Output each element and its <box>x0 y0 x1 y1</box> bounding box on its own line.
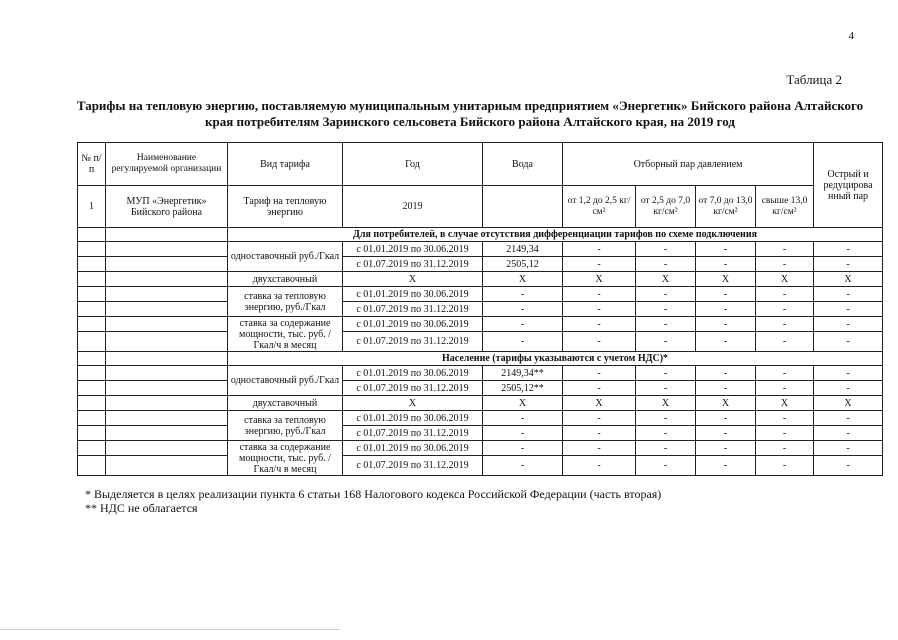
cell-num-empty <box>78 396 106 411</box>
scan-edge-line <box>0 629 340 630</box>
period-cell: с 01.07.2019 по 31.12.2019 <box>343 456 483 476</box>
cell-org-empty <box>106 456 228 476</box>
page-number: 4 <box>848 30 854 42</box>
water-value: - <box>483 287 563 302</box>
pressure-3-value: - <box>696 257 756 272</box>
pressure-4-value: X <box>756 396 814 411</box>
water-value: X <box>483 272 563 287</box>
sharp-steam-value: - <box>814 366 883 381</box>
pressure-2-value: - <box>636 317 696 332</box>
water-value: - <box>483 332 563 352</box>
section-empty-org <box>106 352 228 366</box>
table-row <box>78 332 883 352</box>
pressure-4-value: - <box>756 242 814 257</box>
header-pressure-4: свыше 13,0 кг/см² <box>756 186 814 228</box>
sharp-steam-value: - <box>814 426 883 441</box>
period-cell: с 01.01.2019 по 30.06.2019 <box>343 366 483 381</box>
water-value: 2149,34** <box>483 366 563 381</box>
table-row <box>78 317 883 332</box>
pressure-3-value: - <box>696 287 756 302</box>
water-value: 2505,12** <box>483 381 563 396</box>
cell-org-empty <box>106 332 228 352</box>
pressure-2-value: - <box>636 456 696 476</box>
tariff-type-label: ставка за тепловую энергию, руб./Гкал <box>228 411 343 441</box>
tariff-type-label: ставка за содержание мощности, тыс. руб. /Гкал/ч в месяц <box>228 317 343 352</box>
water-value: 2149,34 <box>483 242 563 257</box>
sharp-steam-value: - <box>814 381 883 396</box>
period-cell: с 01.07.2019 по 31.12.2019 <box>343 257 483 272</box>
pressure-2-value: X <box>636 272 696 287</box>
sharp-steam-value: - <box>814 287 883 302</box>
document-title <box>60 98 880 130</box>
section-title: Население (тарифы указываются с учетом НДС)* <box>228 352 883 366</box>
table-row <box>78 396 883 411</box>
cell-num-empty <box>78 257 106 272</box>
table-row <box>78 441 883 456</box>
table-label: Таблица 2 <box>786 72 842 87</box>
period-cell: с 01.01.2019 по 30.06.2019 <box>343 242 483 257</box>
cell-num-empty <box>78 411 106 426</box>
footnote-no-vat: ** НДС не облагается <box>85 501 198 515</box>
pressure-4-value: - <box>756 287 814 302</box>
water-value: - <box>483 456 563 476</box>
pressure-3-value: - <box>696 426 756 441</box>
pressure-2-value: - <box>636 426 696 441</box>
cell-org-empty <box>106 426 228 441</box>
org-name: МУП «Энергетик» Бийского района <box>106 186 228 228</box>
header-sharp-steam: Острый и редуцирова нный пар <box>814 143 883 228</box>
pressure-3-value: - <box>696 366 756 381</box>
cell-num-empty <box>78 332 106 352</box>
period-cell: с 01.07.2019 по 31.12.2019 <box>343 426 483 441</box>
header-num: № п/п <box>78 143 106 186</box>
period-cell: с 01.01.2019 по 30.06.2019 <box>343 317 483 332</box>
pressure-4-value: - <box>756 366 814 381</box>
pressure-1-value: - <box>563 366 636 381</box>
cell-num-empty <box>78 426 106 441</box>
cell-org-empty <box>106 441 228 456</box>
header-steam: Отборный пар давлением <box>563 143 814 186</box>
sharp-steam-value: X <box>814 396 883 411</box>
org-number: 1 <box>78 186 106 228</box>
pressure-4-value: - <box>756 302 814 317</box>
header-org: Наименование регулируемой организации <box>106 143 228 186</box>
pressure-3-value: - <box>696 411 756 426</box>
pressure-4-value: - <box>756 411 814 426</box>
pressure-2-value: - <box>636 381 696 396</box>
tariff-type-label: двухставочный <box>228 272 343 287</box>
pressure-1-value: X <box>563 396 636 411</box>
cell-org-empty <box>106 411 228 426</box>
cell-org-empty <box>106 242 228 257</box>
footnote-vat: * Выделяется в целях реализации пункта 6 статьи 168 Налогового кодекса Российской Федерации (часть вторая) <box>85 487 662 501</box>
table-row <box>78 257 883 272</box>
water-value: - <box>483 441 563 456</box>
period-cell: с 01.01.2019 по 30.06.2019 <box>343 287 483 302</box>
sharp-steam-value: - <box>814 411 883 426</box>
pressure-2-value: - <box>636 366 696 381</box>
period-cell: с 01.01.2019 по 30.06.2019 <box>343 441 483 456</box>
tariff-type-label: одноставочный руб./Гкал <box>228 366 343 396</box>
period-cell: с 01.07.2019 по 31.12.2019 <box>343 381 483 396</box>
header-year: Год <box>343 143 483 186</box>
pressure-4-value: - <box>756 441 814 456</box>
period-cell: X <box>343 272 483 287</box>
pressure-2-value: - <box>636 257 696 272</box>
pressure-4-value: - <box>756 257 814 272</box>
cell-num-empty <box>78 317 106 332</box>
tariff-type-label: ставка за тепловую энергию, руб./Гкал <box>228 287 343 317</box>
pressure-1-value: - <box>563 411 636 426</box>
header-pressure-2: от 2,5 до 7,0 кг/см² <box>636 186 696 228</box>
section-empty-num <box>78 352 106 366</box>
pressure-2-value: - <box>636 287 696 302</box>
sharp-steam-value: X <box>814 272 883 287</box>
pressure-3-value: - <box>696 332 756 352</box>
org-water-empty <box>483 186 563 228</box>
water-value: X <box>483 396 563 411</box>
cell-num-empty <box>78 287 106 302</box>
tariff-type-label: двухставочный <box>228 396 343 411</box>
table-row <box>78 426 883 441</box>
water-value: 2505,12 <box>483 257 563 272</box>
sharp-steam-value: - <box>814 242 883 257</box>
table-row <box>78 287 883 302</box>
pressure-1-value: - <box>563 257 636 272</box>
table-row <box>78 381 883 396</box>
sharp-steam-value: - <box>814 332 883 352</box>
pressure-4-value: - <box>756 317 814 332</box>
sharp-steam-value: - <box>814 317 883 332</box>
pressure-3-value: - <box>696 242 756 257</box>
water-value: - <box>483 302 563 317</box>
pressure-4-value: - <box>756 426 814 441</box>
tariff-type-label: ставка за содержание мощности, тыс. руб. /Гкал/ч в месяц <box>228 441 343 476</box>
org-year: 2019 <box>343 186 483 228</box>
pressure-3-value: - <box>696 381 756 396</box>
cell-org-empty <box>106 366 228 381</box>
cell-org-empty <box>106 317 228 332</box>
pressure-2-value: - <box>636 332 696 352</box>
pressure-1-value: - <box>563 456 636 476</box>
table-row <box>78 366 883 381</box>
pressure-1-value: - <box>563 426 636 441</box>
pressure-2-value: - <box>636 242 696 257</box>
section-empty-num <box>78 228 106 242</box>
table-row <box>78 242 883 257</box>
pressure-4-value: - <box>756 456 814 476</box>
pressure-2-value: X <box>636 396 696 411</box>
cell-num-empty <box>78 456 106 476</box>
period-cell: с 01.07.2019 по 31.12.2019 <box>343 332 483 352</box>
pressure-4-value: - <box>756 381 814 396</box>
pressure-3-value: - <box>696 302 756 317</box>
pressure-2-value: - <box>636 302 696 317</box>
pressure-1-value: - <box>563 242 636 257</box>
title-line-1: Тарифы на тепловую энергию, поставляемую муниципальным унитарным предприятием «Энергетик» Бийского района Алтайского <box>76 98 864 113</box>
table-row <box>78 456 883 476</box>
section-empty-org <box>106 228 228 242</box>
pressure-1-value: - <box>563 287 636 302</box>
cell-org-empty <box>106 272 228 287</box>
pressure-1-value: - <box>563 317 636 332</box>
cell-num-empty <box>78 381 106 396</box>
table-row <box>78 302 883 317</box>
pressure-3-value: X <box>696 272 756 287</box>
water-value: - <box>483 426 563 441</box>
pressure-1-value: X <box>563 272 636 287</box>
tariff-table <box>77 142 883 476</box>
water-value: - <box>483 411 563 426</box>
tariff-type-label: одноставочный руб./Гкал <box>228 242 343 272</box>
pressure-3-value: - <box>696 317 756 332</box>
period-cell: с 01.01.2019 по 30.06.2019 <box>343 411 483 426</box>
cell-num-empty <box>78 366 106 381</box>
cell-org-empty <box>106 287 228 302</box>
cell-num-empty <box>78 242 106 257</box>
sharp-steam-value: - <box>814 302 883 317</box>
pressure-1-value: - <box>563 332 636 352</box>
pressure-3-value: - <box>696 456 756 476</box>
pressure-1-value: - <box>563 441 636 456</box>
pressure-2-value: - <box>636 441 696 456</box>
cell-org-empty <box>106 302 228 317</box>
cell-num-empty <box>78 441 106 456</box>
cell-num-empty <box>78 272 106 287</box>
table-row <box>78 411 883 426</box>
sharp-steam-value: - <box>814 257 883 272</box>
org-tariff: Тариф на тепловую энергию <box>228 186 343 228</box>
cell-num-empty <box>78 302 106 317</box>
pressure-1-value: - <box>563 381 636 396</box>
header-pressure-3: от 7,0 до 13,0 кг/см² <box>696 186 756 228</box>
water-value: - <box>483 317 563 332</box>
period-cell: с 01.07.2019 по 31.12.2019 <box>343 302 483 317</box>
cell-org-empty <box>106 396 228 411</box>
sharp-steam-value: - <box>814 456 883 476</box>
pressure-3-value: - <box>696 441 756 456</box>
cell-org-empty <box>106 381 228 396</box>
title-line-2: края потребителям Заринского сельсовета Бийского района Алтайского края, на 2019 год <box>205 114 735 129</box>
pressure-2-value: - <box>636 411 696 426</box>
pressure-1-value: - <box>563 302 636 317</box>
header-water: Вода <box>483 143 563 186</box>
header-pressure-1: от 1,2 до 2,5 кг/см² <box>563 186 636 228</box>
period-cell: X <box>343 396 483 411</box>
pressure-4-value: - <box>756 332 814 352</box>
pressure-3-value: X <box>696 396 756 411</box>
pressure-4-value: X <box>756 272 814 287</box>
cell-org-empty <box>106 257 228 272</box>
table-row <box>78 272 883 287</box>
section-title: Для потребителей, в случае отсутствия дифференциации тарифов по схеме подключения <box>228 228 883 242</box>
header-tariff-type: Вид тарифа <box>228 143 343 186</box>
sharp-steam-value: - <box>814 441 883 456</box>
